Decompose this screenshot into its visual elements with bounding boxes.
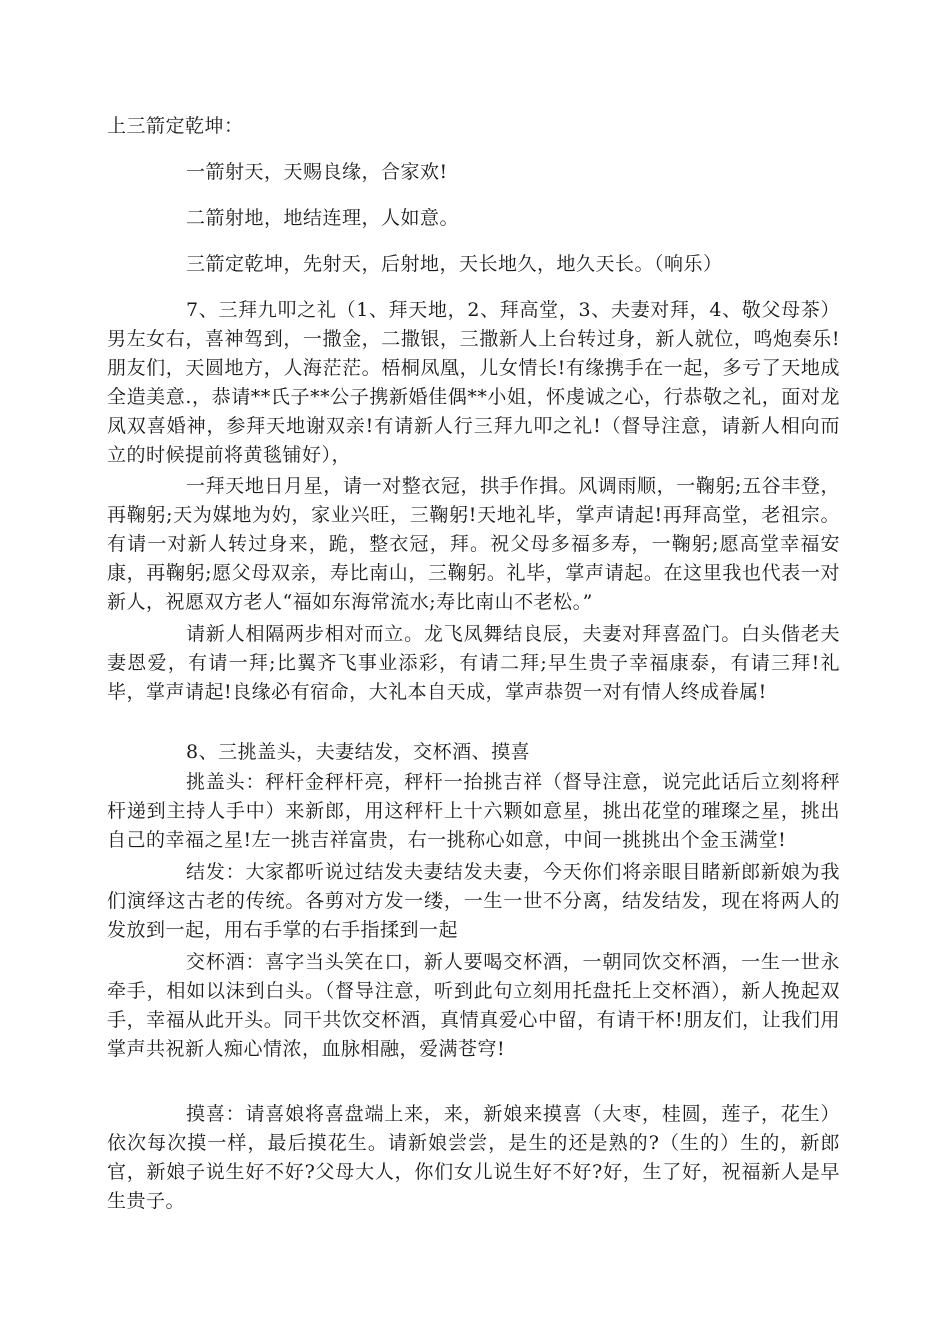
paragraph-3: 三箭定乾坤，先射天，后射地，天长地久，地久天长。（响乐） <box>186 253 723 275</box>
paragraph-10: 交杯酒：喜字当头笑在口，新人要喝交杯酒，一朝同饮交杯酒，一生一世永牵手，相如以沫到白头。（督导注意，听到此句立刻用托盘托上交杯酒），新人挽起双手，幸福从此开头。同干共饮交杯酒，真情真爱心中留，有请干杯!朋友们，让我们用掌声共祝新人痴心情浓，血脉相融，爱满苍穹! <box>107 951 840 1060</box>
paragraph-5: 一拜天地日月星，请一对整衣冠，拱手作揖。风调雨顺，一鞠躬;五谷丰登，再鞠躬;天为媒地为妁，家业兴旺，三鞠躬!天地礼毕，掌声请起!再拜高堂，老祖宗。有请一对新人转过身来，跪，整衣冠，拜。祝父母多福多寿，一鞠躬;愿高堂幸福安康，再鞠躬;愿父母双亲，寿比南山，三鞠躬。礼毕，掌声请起。在这里我也代表一对新人，祝愿双方老人“福如东海常流水;寿比南山不老松。” <box>107 475 840 613</box>
paragraph-9: 结发：大家都听说过结发夫妻结发夫妻，今天你们将亲眼目睹新郎新娘为我们演绎这古老的传统。各剪对方发一缕，一生一世不分离，结发结发，现在将两人的发放到一起，用右手掌的右手指揉到一起 <box>107 861 840 941</box>
paragraph-1: 一箭射天，天赐良缘，合家欢! <box>186 161 448 183</box>
paragraph-7: 8、三挑盖头，夫妻结发，交杯酒、摸喜 <box>186 741 531 763</box>
paragraph-2: 二箭射地，地结连理，人如意。 <box>186 207 460 229</box>
paragraph-6: 请新人相隔两步相对而立。龙飞凤舞结良辰，夫妻对拜喜盈门。白头偕老夫妻恩爱，有请一拜;比翼齐飞事业添彩，有请二拜;早生贵子幸福康泰，有请三拜!礼毕，掌声请起!良缘必有宿命，大礼本自天成，掌声恭贺一对有情人终成眷属! <box>107 623 840 703</box>
paragraph-8: 挑盖头：秤杆金秤杆亮，秤杆一抬挑吉祥（督导注意，说完此话后立刻将秤杆递到主持人手中）来新郎，用这秤杆上十六颗如意星，挑出花堂的璀璨之星，挑出自己的幸福之星!左一挑吉祥富贵，右一挑称心如意，中间一挑挑出个金玉满堂! <box>107 771 840 851</box>
paragraph-4: 7、三拜九叩之礼（1、拜天地，2、拜高堂，3、夫妻对拜，4、敬父母茶）男左女右，喜神驾到，一撒金，二撒银，三撒新人上台转过身，新人就位，鸣炮奏乐!朋友们，天圆地方，人海茫茫。梧桐凤凰，儿女情长!有缘携手在一起，多亏了天地成全造美意.，恭请**氏子**公子携新婚佳偶**小姐，怀虔诚之心，行恭敬之礼，面对龙凤双喜婚神，参拜天地谢双亲!有请新人行三拜九叩之礼!（督导注意，请新人相向而立的时候提前将黄毯铺好）， <box>107 299 840 466</box>
paragraph-11: 摸喜：请喜娘将喜盘端上来，来，新娘来摸喜（大枣，桂圆，莲子，花生）依次每次摸一样，最后摸花生。请新娘尝尝，是生的还是熟的?（生的）生的，新郎官，新娘子说生好不好?父母大人，你们女儿说生好不好?好，生了好，祝福新人是早生贵子。 <box>107 1103 840 1212</box>
section-heading: 上三箭定乾坤： <box>107 115 244 137</box>
